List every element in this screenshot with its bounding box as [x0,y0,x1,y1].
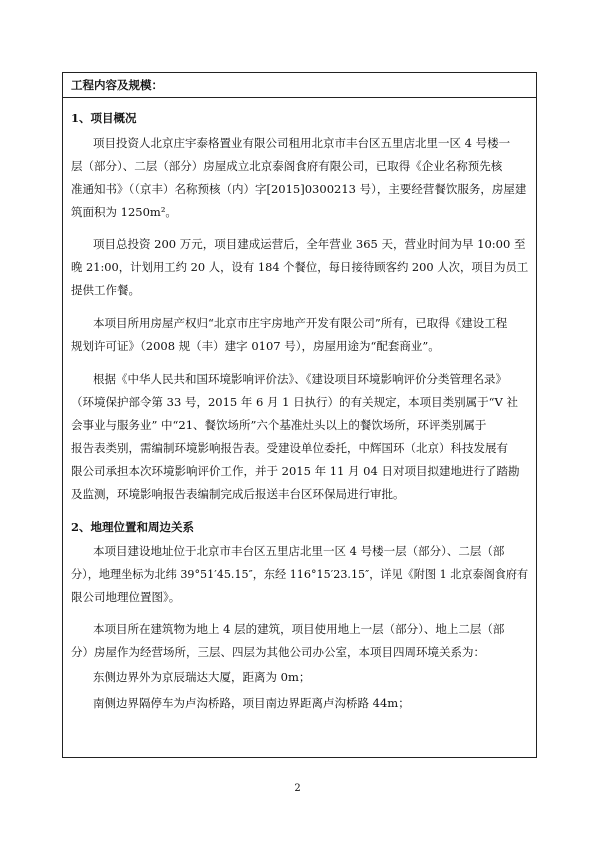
section-1-line: 根据《中华人民共和国环境影响评价法》、《建设项目环境影响评价分类管理名录》 [93,372,507,386]
section-1-title: 1、项目概况 [71,111,137,125]
section-2-title: 2、地理位置和周边关系 [71,520,195,534]
page-heading: 工程内容及规模： [71,78,163,92]
section-1-line: 晚 21:00，计划用工约 20 人，设有 184 个餐位，每日接待顾客约 200 人次，项目为员工 [71,260,529,274]
page-number: 2 [294,783,301,794]
section-1-line: 规划许可证》（2008 规（丰）建字 0107 号），房屋用途为“配套商业”。 [71,339,440,353]
section-2-line: 东侧边界外为京辰瑞达大厦，距离为 0m； [93,670,311,684]
section-1-line: 及监测，环境影响报告表编制完成后报送丰台区环保局进行审批。 [71,487,405,501]
section-1-line: 准通知书》（（京丰）名称预核（内）字[2015]0300213 号），主要经营餐饮服务，房屋建 [71,182,527,196]
section-1-line: 报告表类别，需编制环境影响报告表。受建设单位委托，中辉国环（北京）科技发展有 [71,441,508,455]
section-2-line: 本项目建设地址位于北京市丰台区五里店北里一区 4 号楼一层（部分）、二层（部 [93,544,505,558]
section-2-line: 限公司地理位置图》。 [71,590,181,604]
section-1-line: 会事业与服务业” 中“21、餐饮场所”六个基准灶头以上的餐饮场所，环评类别属于 [71,418,487,432]
section-1-line: 提供工作餐。 [71,283,140,297]
section-2-line: 分）房屋作为经营场所，三层、四层为其他公司办公室，本项目四周环境关系为： [71,645,485,659]
section-1-line: 筑面积为 1250m²。 [71,205,177,219]
section-1-line: （环境保护部令第 33 号，2015 年 6 月 1 日执行）的有关规定，本项目类别属于“V 社 [71,395,518,409]
section-1-line: 项目投资人北京庄宇泰格置业有限公司租用北京市丰台区五里店北里一区 4 号楼一 [93,136,511,150]
section-2-line: 本项目所在建筑物为地上 4 层的建筑，项目使用地上一层（部分）、地上二层（部 [93,622,505,636]
document-frame [62,72,537,758]
section-1-line: 层（部分）、二层（部分）房屋成立北京泰阁食府有限公司，已取得《企业名称预先核 [71,159,503,173]
section-1-line: 项目总投资 200 万元，项目建成运营后，全年营业 365 天，营业时间为早 10:00 至 [93,237,526,251]
section-1-line: 本项目所用房屋产权归“北京市庄宇房地产开发有限公司”所有，已取得《建设工程 [93,316,508,330]
header-divider [63,97,536,98]
section-2-line: 南侧边界隔停车为卢沟桥路，项目南边界距离卢沟桥路 44m； [93,696,410,710]
section-2-line: 分），地理坐标为北纬 39°51′45.15″，东经 116°15′23.15″，详见《附图 1 北京泰阁食府有 [71,567,529,581]
section-1-line: 限公司承担本次环境影响评价工作，并于 2015 年 11 月 04 日对项目拟建地进行了踏勘 [71,464,520,478]
